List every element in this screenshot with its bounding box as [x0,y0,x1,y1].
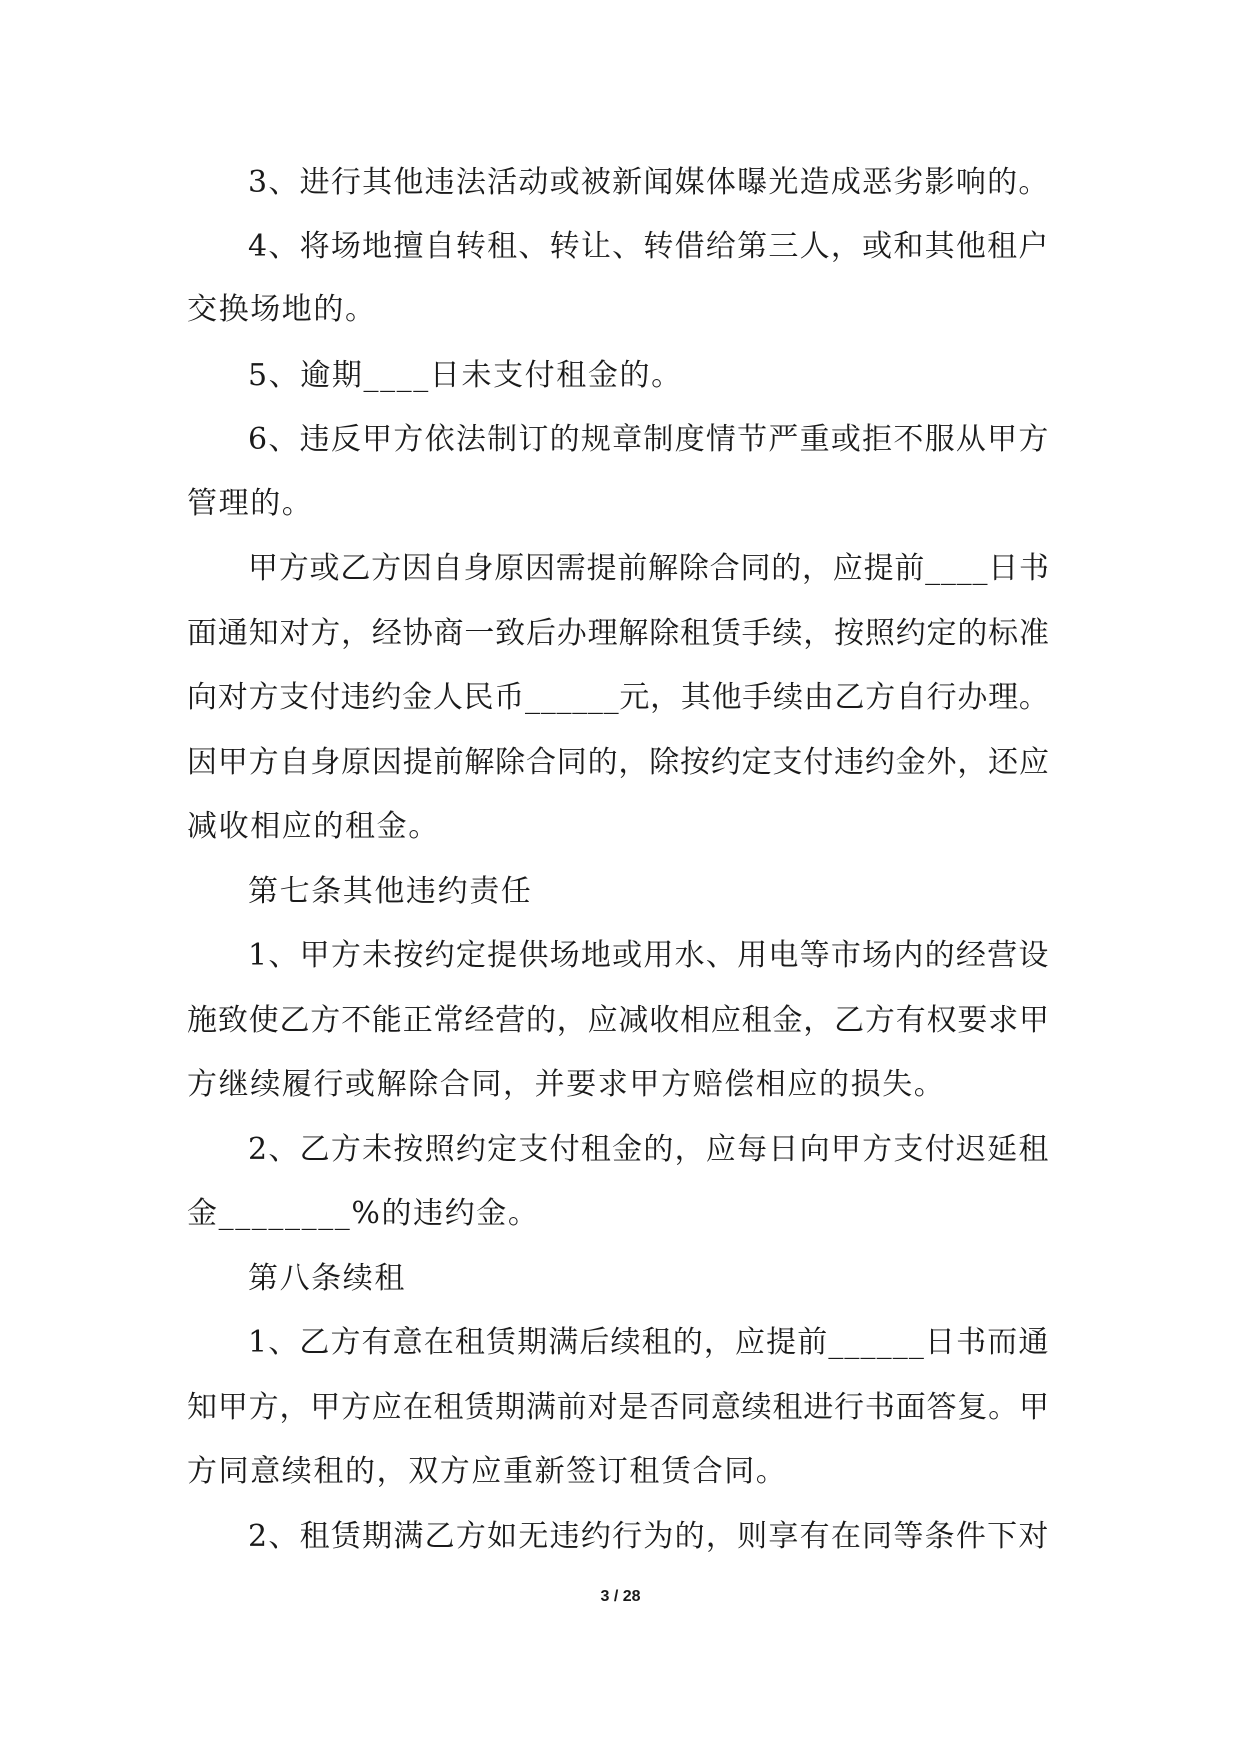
paragraph-line: 金________%的违约金。 [187,1196,540,1231]
paragraph-line: 管理的。 [187,486,314,521]
section-heading: 第七条其他违约责任 [248,874,533,909]
paragraph-line: 方同意续租的，双方应重新签订租赁合同。 [187,1454,788,1489]
paragraph-line: 3、进行其他违法活动或被新闻媒体曝光造成恶劣影响的。 [248,165,1050,200]
paragraph-line: 1、甲方未按约定提供场地或用水、用电等市场内的经营设 [248,938,1050,973]
paragraph-line: 2、租赁期满乙方如无违约行为的，则享有在同等条件下对 [248,1519,1050,1554]
paragraph-line: 向对方支付违约金人民币______元，其他手续由乙方自行办理。 [187,680,1050,715]
paragraph-line: 因甲方自身原因提前解除合同的，除按约定支付违约金外，还应 [187,745,1050,780]
paragraph-line: 1、乙方有意在租赁期满后续租的，应提前______日书而通 [248,1325,1050,1360]
paragraph-line: 5、逾期____日未支付租金的。 [248,358,683,393]
paragraph-line: 甲方或乙方因自身原因需提前解除合同的，应提前____日书 [248,551,1050,586]
page-number: 3 / 28 [600,1588,641,1605]
paragraph-line: 4、将场地擅自转租、转让、转借给第三人，或和其他租户 [248,229,1050,264]
paragraph-line: 方继续履行或解除合同，并要求甲方赔偿相应的损失。 [187,1067,946,1102]
paragraph-line: 减收相应的租金。 [187,809,440,844]
paragraph-line: 知甲方，甲方应在租赁期满前对是否同意续租进行书面答复。甲 [187,1390,1050,1425]
paragraph-line: 面通知对方，经协商一致后办理解除租赁手续，按照约定的标准 [187,616,1050,651]
paragraph-line: 施致使乙方不能正常经营的，应减收相应租金，乙方有权要求甲 [187,1003,1050,1038]
paragraph-line: 6、违反甲方依法制订的规章制度情节严重或拒不服从甲方 [248,422,1050,457]
paragraph-line: 交换场地的。 [187,292,377,327]
paragraph-line: 2、乙方未按照约定支付租金的，应每日向甲方支付迟延租 [248,1132,1050,1167]
section-heading: 第八条续租 [248,1261,406,1296]
